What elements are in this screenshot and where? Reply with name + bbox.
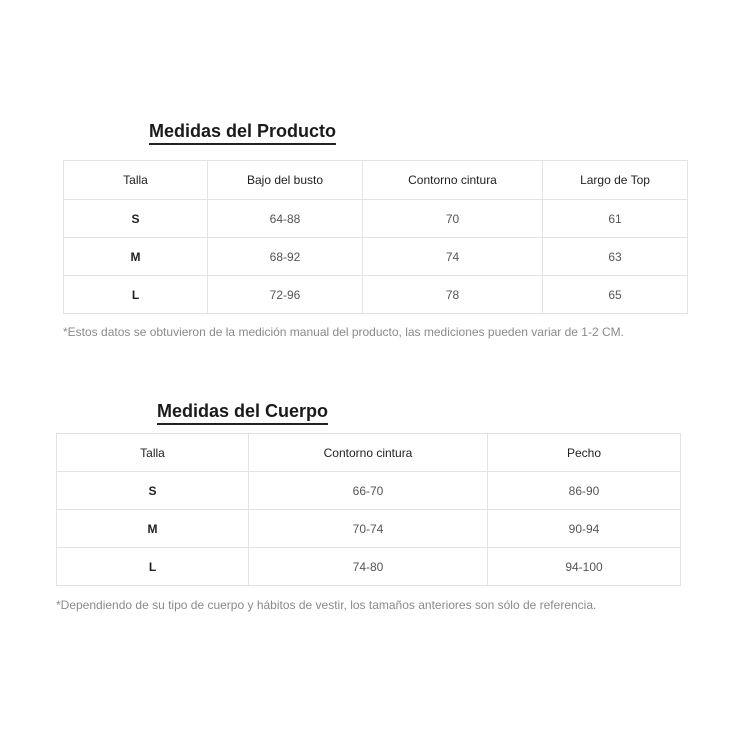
table-cell: 78: [363, 276, 543, 314]
product-title-underline: [149, 143, 336, 145]
table-cell: 70: [363, 200, 543, 238]
table-cell: 94-100: [488, 548, 681, 586]
size-cell: L: [64, 276, 208, 314]
header-cell: Bajo del busto: [208, 161, 363, 200]
product-section-title: [149, 121, 336, 145]
body-title-underline: [157, 423, 328, 425]
header-cell: Talla: [64, 161, 208, 200]
table-cell: 61: [543, 200, 688, 238]
table-row: [57, 510, 681, 548]
table-cell: 86-90: [488, 472, 681, 510]
header-cell: Pecho: [488, 434, 681, 472]
size-cell: S: [64, 200, 208, 238]
table-cell: 90-94: [488, 510, 681, 548]
table-cell: 64-88: [208, 200, 363, 238]
body-note: *Dependiendo de su tipo de cuerpo y hábitos de vestir, los tamaños anteriores son sólo de referencia.: [56, 598, 597, 612]
table-cell: 74-80: [249, 548, 488, 586]
body-title-text: Medidas del Cuerpo: [157, 401, 329, 421]
table-row: [57, 472, 681, 510]
header-cell: Contorno cintura: [363, 161, 543, 200]
header-cell: Largo de Top: [543, 161, 688, 200]
product-measures-table: [63, 160, 688, 314]
size-cell: M: [57, 510, 249, 548]
product-title-text: Medidas del Producto: [149, 121, 337, 141]
table-row: [64, 200, 688, 238]
table-header-row: [57, 434, 681, 472]
size-cell: M: [64, 238, 208, 276]
table-cell: 74: [363, 238, 543, 276]
header-cell: Contorno cintura: [249, 434, 488, 472]
table-cell: 68-92: [208, 238, 363, 276]
size-cell: L: [57, 548, 249, 586]
table-cell: 72-96: [208, 276, 363, 314]
header-cell: Talla: [57, 434, 249, 472]
table-cell: 70-74: [249, 510, 488, 548]
table-row: [64, 238, 688, 276]
body-section-title: [157, 401, 328, 425]
table-cell: 65: [543, 276, 688, 314]
size-cell: S: [57, 472, 249, 510]
table-cell: 66-70: [249, 472, 488, 510]
table-header-row: [64, 161, 688, 200]
table-cell: 63: [543, 238, 688, 276]
product-note: *Estos datos se obtuvieron de la medición manual del producto, las mediciones pueden variar de 1-2 CM.: [63, 325, 624, 339]
table-row: [57, 548, 681, 586]
table-row: [64, 276, 688, 314]
body-measures-table: [56, 433, 681, 586]
